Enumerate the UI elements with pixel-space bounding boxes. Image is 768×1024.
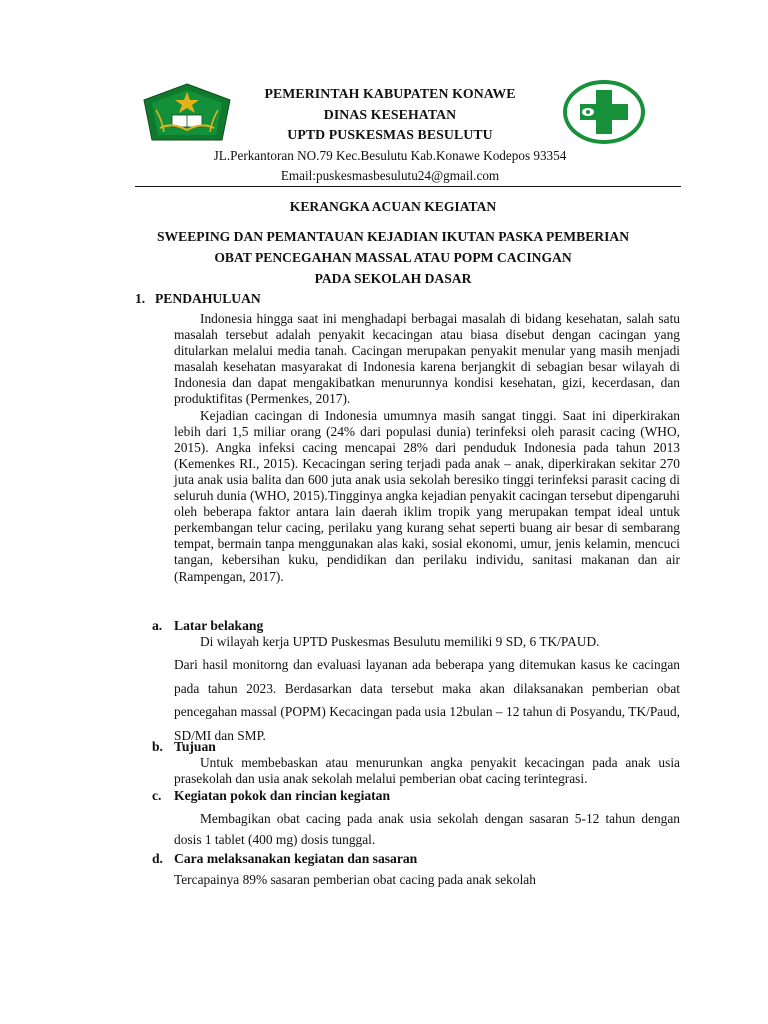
section-1-title: PENDAHULUAN bbox=[155, 291, 261, 306]
subsection-c-title: Kegiatan pokok dan rincian kegiatan bbox=[174, 788, 391, 803]
subsection-a-paragraph: Dari hasil monitorng dan evaluasi layanan ada beberapa yang ditemukan kasus ke cacingan pada tahun 2023. Berdasarkan data tersebut maka akan dilaksanakan pemberian obat pencegahan massal (POPM) Kecacingan pada usia 12bulan – 12 tahun di Posyandu, TK/Paud, SD/MI dan SMP. bbox=[174, 657, 680, 744]
subsection-c-heading bbox=[152, 788, 390, 804]
section-1-body bbox=[174, 311, 680, 585]
document-title-line-3: PADA SEKOLAH DASAR bbox=[314, 271, 472, 286]
letterhead-divider bbox=[135, 186, 681, 187]
subsection-a-line-1: Di wilayah kerja UPTD Puskesmas Besulutu memiliki 9 SD, 6 TK/PAUD. bbox=[200, 634, 600, 649]
subsection-b-paragraph: Untuk membebaskan atau menurunkan angka penyakit kecacingan pada anak usia prasekolah dan usia anak sekolah melalui pemberian obat cacing terintegrasi. bbox=[174, 755, 680, 787]
letterhead-line-1: PEMERINTAH KABUPATEN KONAWE bbox=[264, 86, 516, 101]
subsection-c-paragraph: Membagikan obat cacing pada anak usia sekolah dengan sasaran 5-12 tahun dengan dosis 1 tablet (400 mg) dosis tunggal. bbox=[174, 811, 680, 847]
subsection-a-letter: a. bbox=[152, 618, 163, 633]
letterhead-address: JL.Perkantoran NO.79 Kec.Besulutu Kab.Konawe Kodepos 93354 bbox=[213, 148, 567, 163]
subsection-b-letter: b. bbox=[152, 739, 163, 754]
letterhead-email: Email:puskesmasbesulutu24@gmail.com bbox=[280, 168, 500, 183]
subsection-d-letter: d. bbox=[152, 851, 163, 866]
subsection-c-letter: c. bbox=[152, 788, 162, 803]
document-title-line-2: OBAT PENCEGAHAN MASSAL ATAU POPM CACINGAN bbox=[214, 250, 572, 265]
subsection-a-heading bbox=[152, 618, 263, 634]
letterhead-line-2: DINAS KESEHATAN bbox=[323, 107, 457, 122]
paragraph-1: Indonesia hingga saat ini menghadapi berbagai masalah di bidang kesehatan, salah satu masalah tersebut adalah penyakit kecacingan atau biasa disebut dengan cacingan yang ditularkan melalui media tanah. Cacingan merupakan penyakit menular yang masih menjadi masalah kesehatan masyarakat di Indonesia karena berjangkit di sebagian besar wilayah di Indonesia dan dapat mengakibatkan menurunnya kondisi kesehatan, gizi, kecerdasan, dan produktifitas (Permenkes, 2017). bbox=[174, 311, 680, 407]
subsection-d-paragraph: Tercapainya 89% sasaran pemberian obat cacing pada anak sekolah bbox=[174, 872, 536, 887]
subsection-a-title: Latar belakang bbox=[174, 618, 264, 633]
section-1-number: 1. bbox=[135, 291, 146, 306]
document-title-line-1: SWEEPING DAN PEMANTAUAN KEJADIAN IKUTAN PASKA PEMBERIAN bbox=[156, 229, 630, 244]
document-heading: KERANGKA ACUAN KEGIATAN bbox=[289, 199, 497, 214]
paragraph-2: Kejadian cacingan di Indonesia umumnya masih sangat tinggi. Saat ini diperkirakan lebih dari 1,5 miliar orang (24% dari populasi dunia) terinfeksi oleh parasit cacing (WHO, 2015). Angka infeksi cacing mencapai 28% dari penduduk Indonesia pada tahun 2013 (Kemenkes RI., 2015). Kecacingan sering terjadi pada anak – anak, diperkirakan sekitar 270 juta anak usia balita dan 600 juta anak usia sekolah beresiko tinggi terinfeksi parasit cacing di seluruh dunia (WHO, 2015).Tingginya angka kejadian penyakit cacingan tersebut dipengaruhi oleh beberapa faktor antara lain daerah iklim tropik yang merupakan tempat ideal untuk perkembangan telur cacing, perilaku yang kurang sehat seperti buang air besar di sembarang tempat, bermain tanpa menggunakan alas kaki, sosial ekonomi, umur, jenis kelamin, mencuci tangan, kebersihan kuku, pendidikan dan perilaku individu, sanitasi makanan dan air (Rampengan, 2017). bbox=[174, 407, 680, 584]
subsection-b-heading bbox=[152, 739, 216, 755]
letterhead-line-3: UPTD PUSKESMAS BESULUTU bbox=[287, 127, 493, 142]
subsection-b-title: Tujuan bbox=[174, 739, 216, 754]
subsection-d-title: Cara melaksanakan kegiatan dan sasaran bbox=[174, 851, 418, 866]
section-1-heading bbox=[135, 291, 261, 307]
subsection-d-heading bbox=[152, 851, 417, 867]
